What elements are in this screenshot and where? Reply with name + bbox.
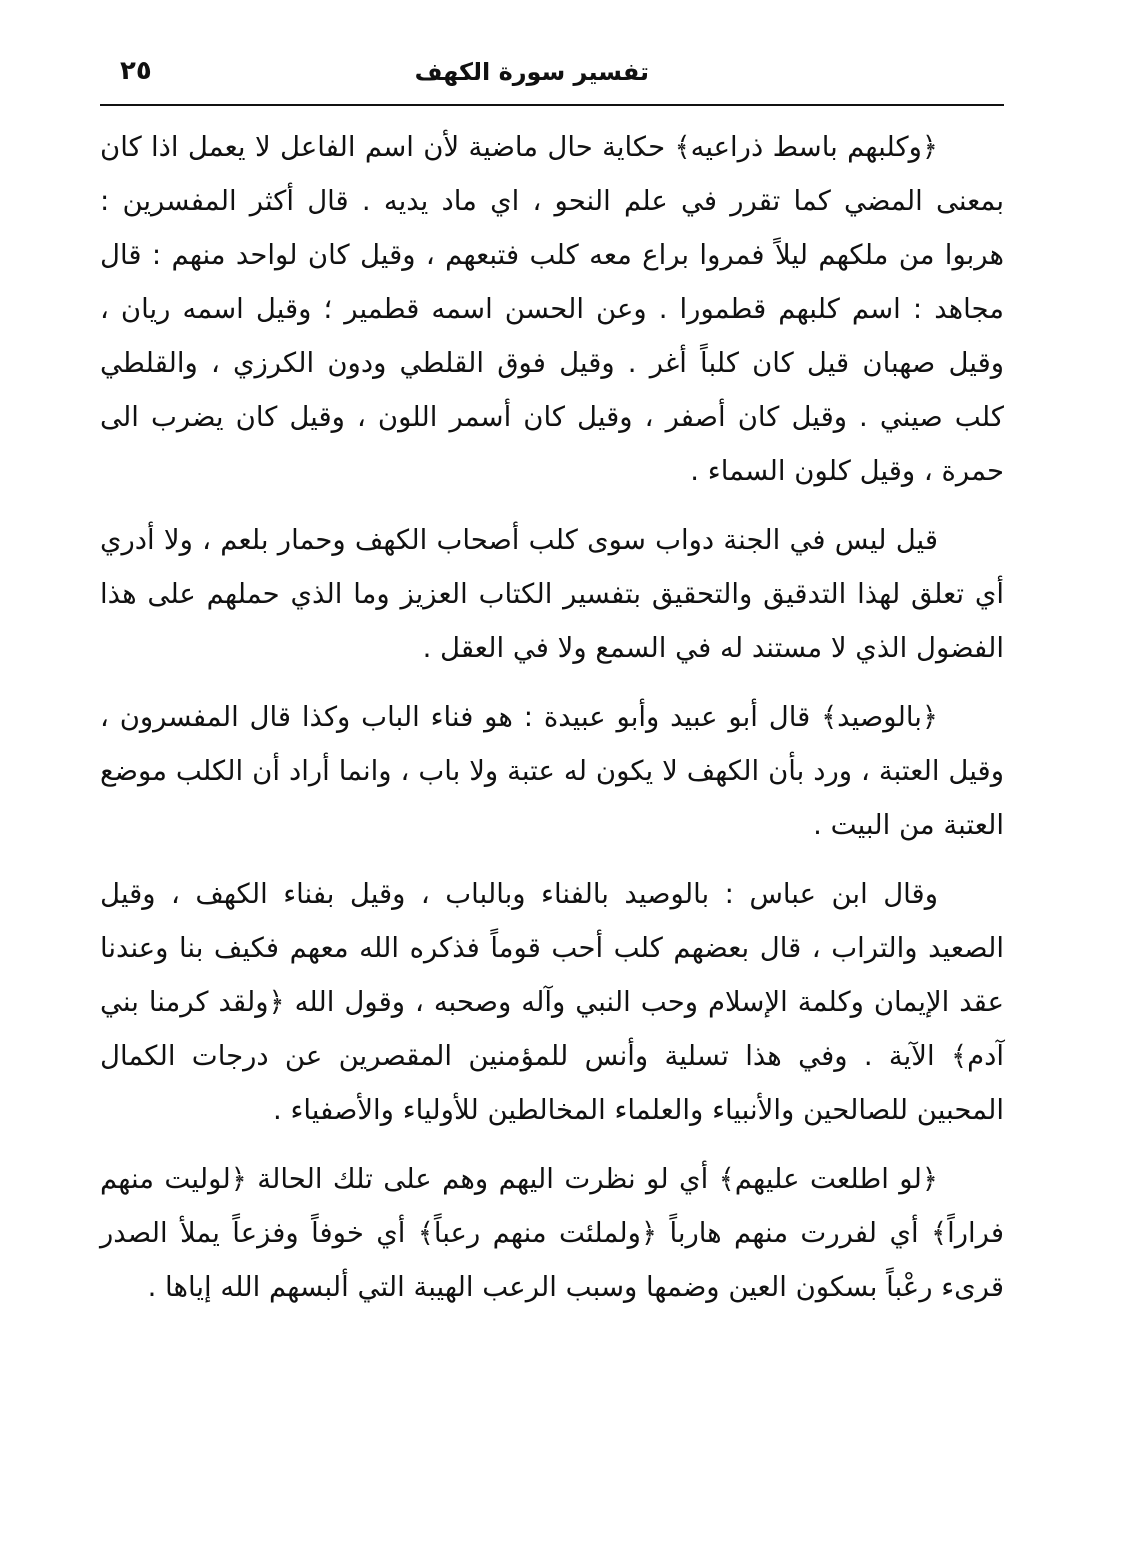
running-header	[100, 56, 1004, 104]
paragraph-dog-description: ﴿وكلبهم باسط ذراعيه﴾ حكاية حال ماضية لأن اسم الفاعل لا يعمل اذا كان بمعنى المضي كما تقرر في علم النحو ، اي ماد يديه . قال أكثر المفسرين : هربوا من ملكهم ليلاً فمروا براع معه كلب فتبعهم ، وقيل كان لواحد منهم : قال مجاهد : اسم كلبهم قطمورا . وعن الحسن اسمه قطمير ؛ وقيل اسمه ريان ، وقيل صهبان قيل كان كلباً أغر . وقيل فوق القلطي ودون الكرزي ، والقلطي كلب صيني . وقيل كان أصفر ، وقيل كان أسمر اللون ، وقيل كان يضرب الى حمرة ، وقيل كلون السماء .	[100, 131, 1004, 487]
page-number: ٢٥	[120, 56, 152, 86]
page-body	[100, 120, 1004, 1314]
page-title: تفسير سورة الكهف	[414, 58, 649, 86]
paragraph-if-you-looked: ﴿لو اطلعت عليهم﴾ أي لو نظرت اليهم وهم على تلك الحالة ﴿لوليت منهم فراراً﴾ أي لفررت منهم هارباً ﴿ولملئت منهم رعباً﴾ أي خوفاً وفزعاً يملأ الصدر قرىء رعْباً بسكون العين وضمها وسبب الرعب الهيبة التي ألبسهم الله إياها .	[100, 1163, 1004, 1303]
paragraph-al-wasid: ﴿بالوصيد﴾ قال أبو عبيد وأبو عبيدة : هو فناء الباب وكذا قال المفسرون ، وقيل العتبة ، ورد بأن الكهف لا يكون له عتبة ولا باب ، وانما أراد أن الكلب موضع العتبة من البيت .	[100, 701, 1004, 841]
paragraph-animals-in-paradise: قيل ليس في الجنة دواب سوى كلب أصحاب الكهف وحمار بلعم ، ولا أدري أي تعلق لهذا التدقيق والتحقيق بتفسير الكتاب العزيز وما الذي حملهم على هذا الفضول الذي لا مستند له في السمع ولا في العقل .	[100, 524, 1004, 664]
header-divider	[100, 104, 1004, 106]
paragraph-ibn-abbas: وقال ابن عباس : بالوصيد بالفناء وبالباب ، وقيل بفناء الكهف ، وقيل الصعيد والتراب ، قال بعضهم كلب أحب قوماً فذكره الله معهم فكيف بنا وعندنا عقد الإيمان وكلمة الإسلام وحب النبي وآله وصحبه ، وقول الله ﴿ولقد كرمنا بني آدم﴾ الآية . وفي هذا تسلية وأنس للمؤمنين المقصرين عن درجات الكمال المحبين للصالحين والأنبياء والعلماء المخالطين للأولياء والأصفياء .	[100, 878, 1004, 1126]
